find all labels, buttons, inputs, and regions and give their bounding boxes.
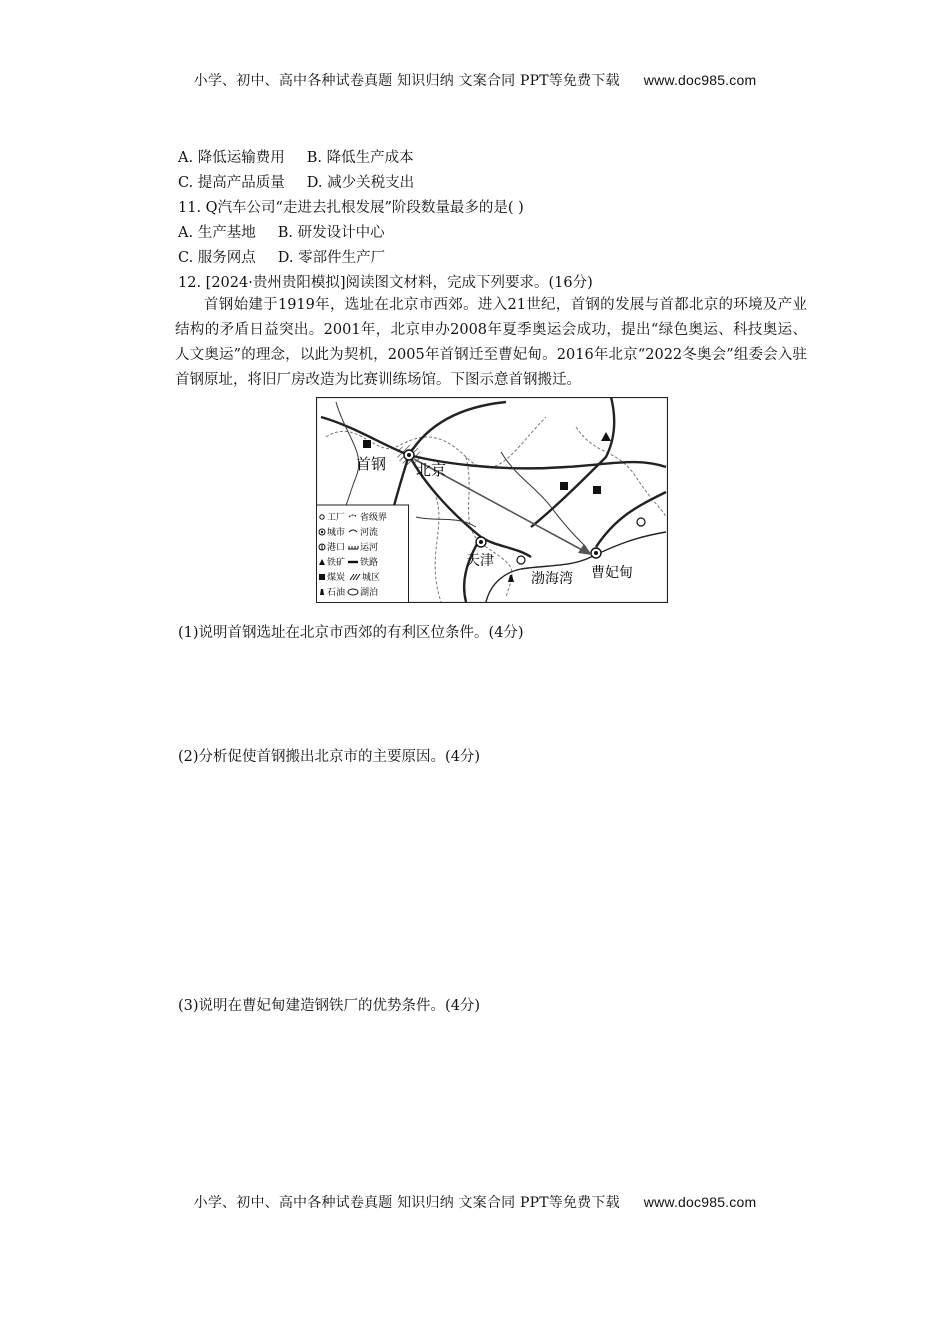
coal-legend-icon xyxy=(319,574,325,580)
legend-railway: 铁路 xyxy=(360,558,379,568)
q10-option-d: D. 减少关税支出 xyxy=(306,175,415,191)
legend-river: 河流 xyxy=(360,528,379,538)
coal-icon xyxy=(363,440,371,448)
q10-options-row1 xyxy=(178,146,414,167)
legend-canal: 运河 xyxy=(360,543,379,553)
legend-factory: 工厂 xyxy=(327,513,346,523)
legend-city: 城市 xyxy=(327,528,346,538)
q11-options-row2 xyxy=(178,246,385,267)
tianjin-port-dot xyxy=(479,540,483,544)
label-bohai-bay: 渤海湾 xyxy=(531,571,573,587)
q11-option-b: B. 研发设计中心 xyxy=(277,225,385,241)
q12-stem: 12. [2024·贵州贵阳模拟]阅读图文材料，完成下列要求。(16分) xyxy=(178,275,593,291)
q11-options-row1 xyxy=(178,221,385,242)
q10-option-c: C. 提高产品质量 xyxy=(178,175,285,191)
q11-stem: 11. Q汽车公司“走进去扎根发展”阶段数量最多的是( ) xyxy=(178,200,524,216)
label-tianjin: 天津 xyxy=(466,553,494,569)
legend-port: 港口 xyxy=(327,543,346,553)
page-footer xyxy=(0,1192,950,1212)
q10-option-a: A. 降低运输费用 xyxy=(178,150,285,166)
footer-text: 小学、初中、高中各种试卷真题 知识归纳 文案合同 PPT等免费下载 xyxy=(193,1195,620,1211)
legend-coal: 煤炭 xyxy=(327,573,346,583)
relocation-map xyxy=(316,397,668,603)
legend-urban: 城区 xyxy=(362,573,381,583)
q12-sub3: (3)说明在曹妃甸建造钢铁厂的优势条件。(4分) xyxy=(178,998,481,1014)
legend-oil: 石油 xyxy=(327,588,346,598)
caofeidian-port-dot xyxy=(594,551,598,555)
q11-option-a: A. 生产基地 xyxy=(178,225,256,241)
label-caofeidian: 曹妃甸 xyxy=(591,565,633,581)
q12-sub1: (1)说明首钢选址在北京市西郊的有利区位条件。(4分) xyxy=(178,625,524,641)
coal-icon xyxy=(560,482,568,490)
q10-option-b: B. 降低生产成本 xyxy=(306,150,414,166)
beijing-city-dot xyxy=(407,453,411,457)
port-symbol xyxy=(517,556,525,564)
q11-option-c: C. 服务网点 xyxy=(178,250,256,266)
coal-icon xyxy=(593,486,601,494)
legend-province-border: 省级界 xyxy=(360,513,388,523)
footer-url[interactable]: www.doc985.com xyxy=(643,1194,757,1210)
legend-iron-ore: 铁矿 xyxy=(327,558,346,568)
q12-sub2: (2)分析促使首钢搬出北京市的主要原因。(4分) xyxy=(178,749,481,765)
page-header xyxy=(0,70,950,90)
port-symbol xyxy=(637,518,645,526)
q12-material: 首钢始建于1919年，选址在北京市西郊。进入21世纪，首钢的发展与首都北京的环境及产业结构的矛盾日益突出。2001年，北京申办2008年夏季奥运会成功，提出“绿色奥运、科技奥运、人文奥运”的理念，以此为契机，2005年首钢迁至曹妃甸。2016年北京“2022冬奥会”组委会入驻首钢原址，将旧厂房改造为比赛训练场馆。下图示意首钢搬迁。 xyxy=(175,297,807,388)
q11-option-d: D. 零部件生产厂 xyxy=(277,250,386,266)
header-text: 小学、初中、高中各种试卷真题 知识归纳 文案合同 PPT等免费下载 xyxy=(193,73,620,89)
legend-lake: 湖泊 xyxy=(360,588,379,598)
label-beijing: 北京 xyxy=(416,461,447,479)
q10-options-row2 xyxy=(178,171,414,192)
label-shougang: 首钢 xyxy=(356,455,387,473)
header-url[interactable]: www.doc985.com xyxy=(643,72,757,88)
